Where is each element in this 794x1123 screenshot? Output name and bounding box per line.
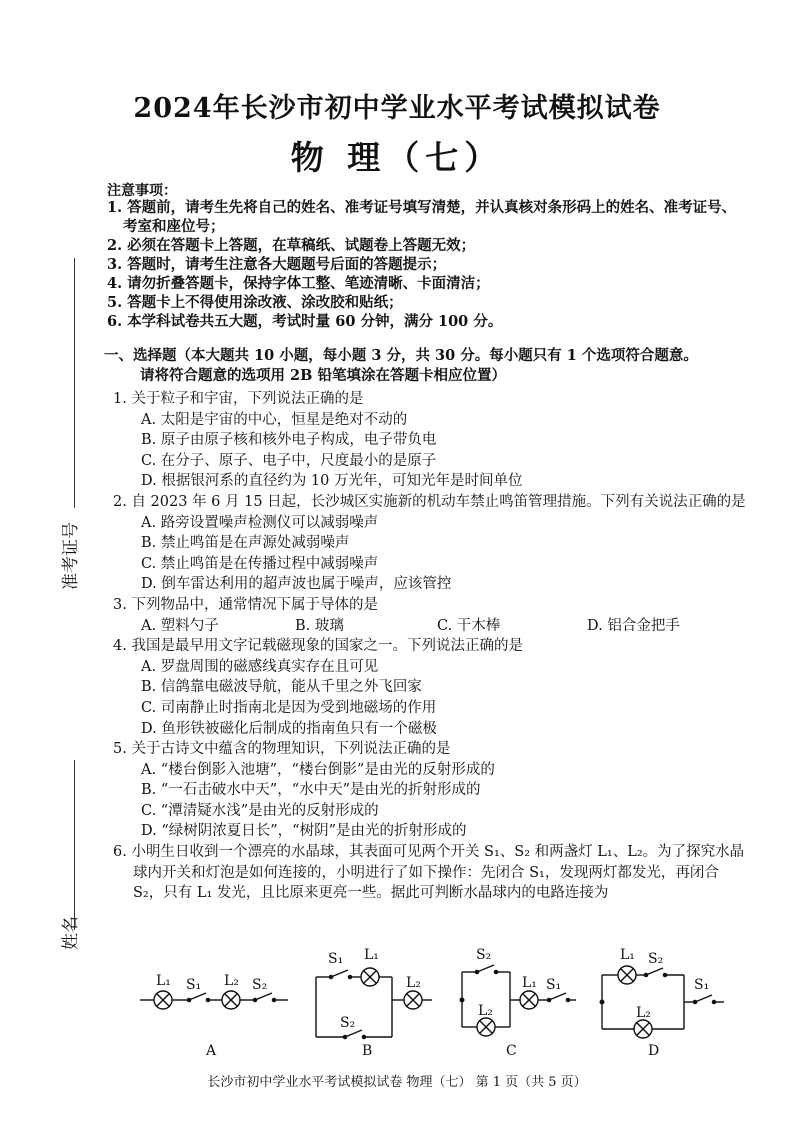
label-s1: S₁ — [328, 951, 344, 967]
option-d: D. 倒车雷达利用的超声波也属于噪声，应该管控 — [141, 576, 452, 593]
circuit-options — [140, 945, 740, 1063]
binding-line-mid — [74, 760, 75, 930]
option-d: D. “绿树阴浓夏日长”，“树阴”是由光的折射形成的 — [141, 823, 467, 840]
section-heading-line1: 一、选择题（本大题共 10 小题，每小题 3 分，共 30 分。每小题只有 1 个选项符合题意。 — [104, 347, 698, 364]
option-a: A. 塑料勺子 — [141, 617, 219, 634]
label-s2: S₂ — [476, 947, 492, 963]
option-label-c: C — [506, 1043, 517, 1059]
inline-options — [113, 616, 753, 637]
label-s1: S₁ — [546, 977, 562, 993]
notice-item: 1. 答题前，请考生先将自己的姓名、准考证号填写清楚，并认真核对条形码上的姓名、准考证号、考室和座位号； — [107, 199, 737, 235]
option-b: B. 禁止鸣笛是在声源处减弱噪声 — [141, 535, 350, 552]
option-d: D. 铝合金把手 — [587, 617, 680, 634]
exam-id-label: 准考证号 — [61, 522, 81, 590]
name-label: 姓名 — [61, 916, 81, 950]
option-label-b: B — [362, 1043, 373, 1059]
label-s1: S₁ — [694, 977, 710, 993]
option-b: B. 玻璃 — [295, 617, 344, 634]
option-b: B. “一石击破水中天”，“水中天”是由光的折射形成的 — [141, 782, 481, 799]
option-c: C. 在分子、原子、电子中，尺度最小的是原子 — [141, 452, 437, 469]
option-a: A. 路旁设置噪声检测仪可以减弱噪声 — [141, 514, 379, 531]
question-1 — [113, 389, 753, 492]
question-stem: 6. 小明生日收到一个漂亮的水晶球，其表面可见两个开关 S₁、S₂ 和两盏灯 L₁、L₂。为了探究水晶球内开关和灯泡是如何连接的，小明进行了如下操作：先闭合 S₁，发现两灯都发光，再闭合 S₂，只有 L₁ 发光，且比原来更亮一些。据此可判断水晶球内的电路连接为 — [113, 844, 745, 902]
label-l2: L₂ — [224, 973, 239, 989]
label-l1: L₁ — [620, 947, 635, 963]
label-l1: L₁ — [156, 973, 171, 989]
option-a: A. 太阳是宇宙的中心，恒星是绝对不动的 — [141, 411, 408, 428]
question-6 — [113, 842, 753, 904]
option-b: B. 原子由原子核和核外电子构成，电子带负电 — [141, 432, 437, 449]
label-s2: S₂ — [340, 1015, 356, 1031]
question-4 — [113, 636, 753, 739]
label-l2: L₂ — [636, 1005, 651, 1021]
question-5 — [113, 739, 753, 842]
option-b: B. 信鸽靠电磁波导航，能从千里之外飞回家 — [141, 679, 422, 696]
notice-heading: 注意事项： — [107, 183, 177, 199]
option-a: A. 罗盘周围的磁感线真实存在且可见 — [141, 658, 379, 675]
question-list — [113, 389, 753, 904]
option-c: C. 干木棒 — [437, 617, 501, 634]
option-c: C. 禁止鸣笛是在传播过程中减弱噪声 — [141, 555, 379, 572]
option-a: A. “楼台倒影入池塘”，“楼台倒影”是由光的反射形成的 — [141, 761, 495, 778]
notice-item: 5. 答题卡上不得使用涂改液、涂改胶和贴纸； — [107, 294, 403, 311]
section-heading — [104, 346, 756, 386]
option-c: C. “潭清疑水浅”是由光的反射形成的 — [141, 802, 379, 819]
notice-item: 2. 必须在答题卡上答题，在草稿纸、试题卷上答题无效； — [107, 237, 476, 254]
notice-item: 4. 请勿折叠答题卡，保持字体工整、笔迹清晰、卡面清洁； — [107, 275, 490, 292]
notice-item: 3. 答题时，请考生注意各大题题号后面的答题提示； — [107, 256, 447, 273]
option-label-d: D — [648, 1043, 660, 1059]
option-d: D. 根据银河系的直径约为 10 万光年，可知光年是时间单位 — [141, 473, 523, 490]
question-stem: 5. 关于古诗文中蕴含的物理知识，下列说法正确的是 — [113, 741, 451, 758]
label-s2: S₂ — [252, 977, 268, 993]
option-d: D. 鱼形铁被磁化后制成的指南鱼只有一个磁极 — [141, 720, 437, 737]
option-label-a: A — [206, 1043, 217, 1059]
label-l1: L₁ — [364, 947, 379, 963]
label-l2: L₂ — [478, 1003, 493, 1019]
label-l2: L₂ — [406, 975, 421, 991]
circuit-a — [140, 991, 288, 1009]
question-stem: 4. 我国是最早用文字记载磁现象的国家之一。下列说法正确的是 — [113, 638, 523, 655]
page-footer: 长沙市初中学业水平考试模拟试卷 物理（七） 第 1 页（共 5 页） — [207, 1075, 587, 1090]
circuit-c — [460, 965, 576, 1036]
page-title: 2024年长沙市初中学业水平考试模拟试卷 — [133, 93, 661, 124]
question-stem: 2. 自 2023 年 6 月 15 日起，长沙城区实施新的机动车禁止鸣笛管理措施。下列有关说法正确的是 — [113, 493, 746, 510]
question-3 — [113, 595, 753, 636]
notice-item: 6. 本学科试卷共五大题，考试时量 60 分钟，满分 100 分。 — [107, 313, 503, 330]
notice-list — [107, 198, 747, 331]
label-l1: L₁ — [522, 975, 537, 991]
label-s2: S₂ — [648, 951, 664, 967]
question-stem: 3. 下列物品中，通常情况下属于导体的是 — [113, 596, 378, 613]
section-heading-line2: 请将符合题意的选项用 2B 铅笔填涂在答题卡相应位置） — [140, 367, 506, 384]
question-stem: 1. 关于粒子和宇宙，下列说法正确的是 — [113, 391, 364, 407]
option-c: C. 司南静止时指南北是因为受到地磁场的作用 — [141, 699, 437, 716]
binding-line-top — [74, 258, 75, 508]
question-2 — [113, 492, 753, 595]
label-s1: S₁ — [186, 977, 202, 993]
page-subtitle: 物 理（七） — [290, 138, 504, 177]
